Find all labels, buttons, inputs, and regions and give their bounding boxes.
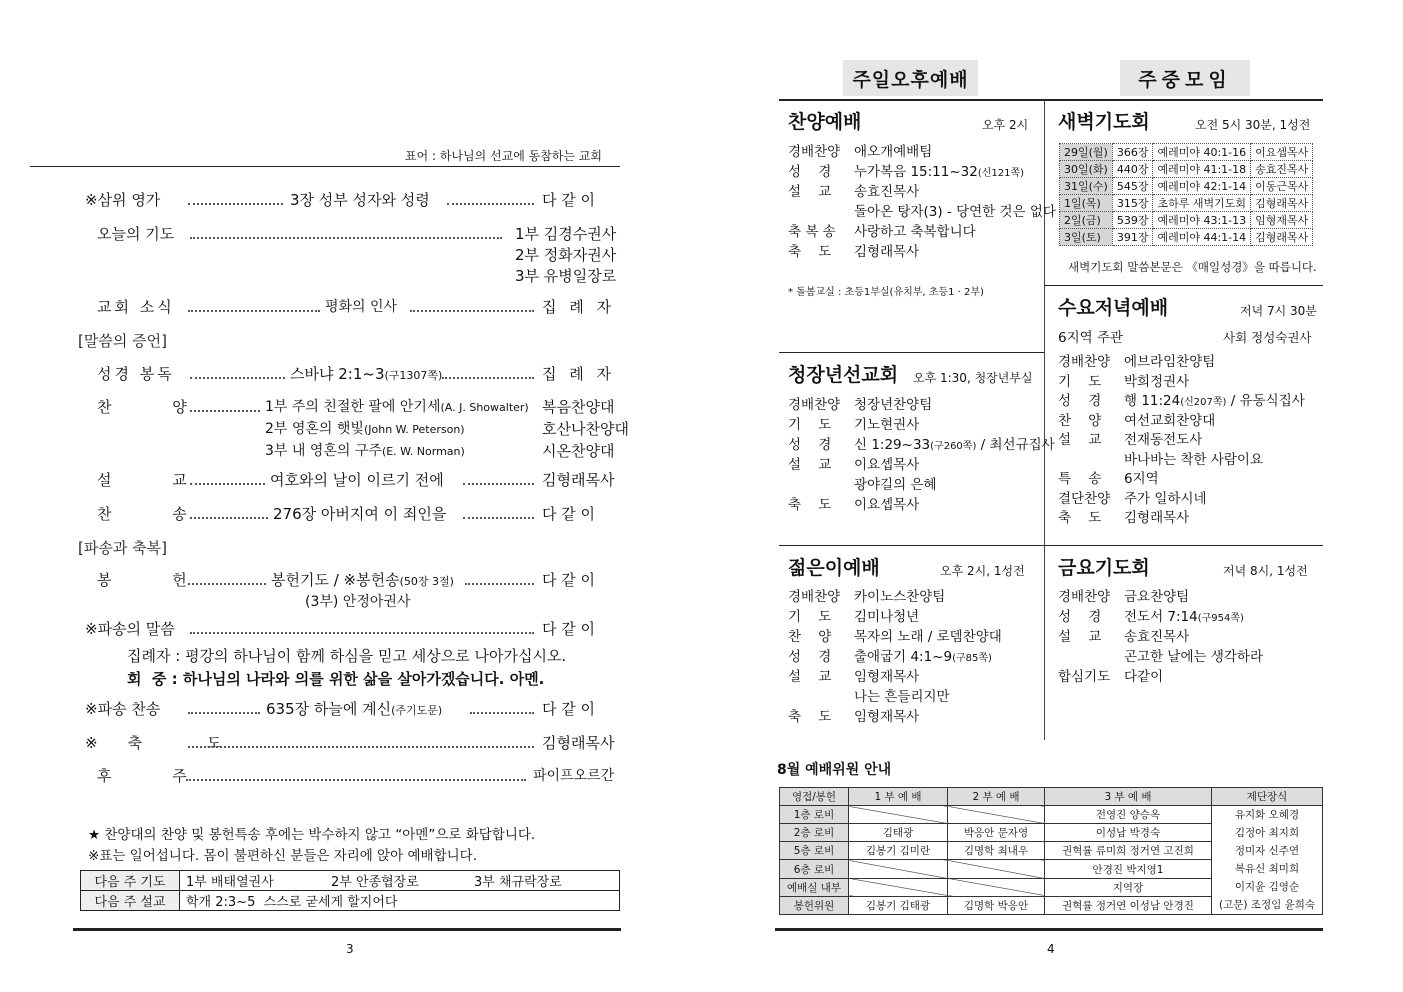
young-line-value: 나는 흔들리지만 (854, 689, 950, 705)
wednesday-line-label: 경배찬양 (1058, 354, 1111, 370)
choir-1-right: 복음찬양대 (542, 398, 615, 416)
prayer-1: 1부 김경수권사 (515, 225, 617, 243)
wednesday-line-label: 설 교 (1058, 432, 1102, 448)
wednesday-line-label: 결단찬양 (1058, 490, 1111, 507)
young-title: 젊은이예배 (788, 557, 880, 579)
young-line-value: 출애굽기 4:1~9 (854, 649, 953, 665)
staff-location: 2층 로비 (780, 824, 849, 842)
dots (190, 632, 534, 634)
rule (779, 545, 1044, 546)
young-line-label: 설 교 (788, 669, 832, 685)
page-3 (0, 0, 700, 992)
order-right: 집 례 자 (542, 365, 616, 383)
scripture: 스바냐 2:1~3 (290, 365, 385, 383)
praise-line-label: 축 도 (788, 244, 832, 260)
staff-header: 1 부 예 배 (849, 788, 948, 806)
praise-line-label: 축 복 송 (788, 224, 836, 240)
friday-line-page: (구954쪽) (1197, 613, 1244, 624)
young-line (788, 627, 1002, 647)
next-sermon: 학개 2:3~5 스스로 굳세게 할지어다 (180, 891, 620, 911)
youth-line (788, 395, 932, 415)
staff-names: 김명학 최내우 (948, 842, 1045, 860)
praise-line-value: 누가복음 15:11~32 (854, 164, 978, 180)
order-label: 설 교 (97, 471, 215, 489)
next-prayer-2: 2부 안종협장로 (331, 875, 419, 890)
praise-line-value: 돌아온 탕자(3) - 당연한 것은 없다 (854, 204, 1056, 220)
staff-location: 5층 로비 (780, 842, 849, 860)
dots (188, 712, 260, 714)
dawn-time: 오전 5시 30분, 1성전 (1195, 118, 1311, 132)
dawn-day: 31일(수) (1060, 178, 1113, 195)
praise-line (788, 142, 932, 162)
staff-header: 제단장식 (1212, 788, 1323, 806)
next-week-table (80, 870, 620, 911)
fri-title: 금요기도회 (1058, 557, 1150, 579)
young-time: 오후 2시, 1성전 (940, 564, 1025, 578)
young-line (788, 587, 945, 607)
dawn-text: 예레미야 43:1-13 (1153, 212, 1251, 229)
staff-names: 김봉기 김태광 (849, 896, 948, 914)
dawn-preacher: 이요셉목사 (1251, 144, 1313, 161)
praise-line-value: 애오개예배팀 (854, 144, 933, 160)
youth-line-label: 설 교 (788, 457, 832, 473)
wednesday-line-value: 행 11:24 (1124, 393, 1181, 409)
staff-names: 권혁률 류미희 정거연 고진희 (1045, 842, 1212, 860)
altar-decoration (1212, 806, 1323, 915)
friday-line (1058, 647, 1263, 667)
wednesday-line-value: 김형래목사 (1124, 510, 1190, 526)
order-middle: 여호와의 날이 이르기 전에 (270, 471, 444, 489)
section-word: [말씀의 증언] (78, 332, 167, 350)
next-prayer-3: 3부 채규락장로 (474, 875, 562, 890)
wednesday-line (1058, 469, 1159, 489)
next-prayer-1: 1부 배태열권사 (186, 875, 274, 890)
litany-leader: 집례자 : 평강의 하나님이 함께 하심을 믿고 세상으로 나아가십시오. (127, 647, 567, 665)
friday-line (1058, 627, 1189, 647)
youth-line-label: 축 도 (788, 497, 832, 513)
friday-line-label: 성 경 (1058, 609, 1102, 625)
staff-title: 8월 예배위원 안내 (777, 762, 892, 778)
choir-2 (265, 419, 465, 440)
dawn-row (1060, 229, 1313, 246)
young-line-label: 축 도 (788, 709, 832, 725)
dots (465, 583, 534, 585)
young-line (788, 687, 950, 707)
choir-2-right: 호산나찬양대 (542, 420, 629, 438)
wed-time: 저녁 7시 30분 (1240, 304, 1317, 318)
staff-names: 이성남 박경숙 (1045, 824, 1212, 842)
young-line-label: 찬 양 (788, 629, 832, 645)
altar-decoration-name: 복유신 최미희 (1234, 863, 1300, 875)
wednesday-line-page: (신207쪽) (1180, 397, 1227, 408)
order-middle (290, 364, 442, 386)
altar-decoration-name: 김정아 최지희 (1234, 827, 1300, 839)
wednesday-line-value: 에브라임찬양팀 (1124, 354, 1216, 370)
staff-header: 2 부 예 배 (948, 788, 1045, 806)
wednesday-line (1058, 352, 1215, 372)
friday-line (1058, 587, 1189, 607)
footer-rule (73, 928, 621, 931)
order-right: 파이프오르간 (533, 768, 615, 784)
order-label: ※파송 찬송 (85, 700, 161, 718)
staff-row (780, 806, 1323, 824)
dots (463, 483, 534, 485)
wednesday-line (1058, 411, 1215, 431)
dots (188, 310, 320, 312)
footer-rule (775, 928, 1323, 931)
dawn-text: 예레미야 40:1-16 (1153, 144, 1251, 161)
staff-table (779, 787, 1323, 915)
dawn-day: 2일(금) (1060, 212, 1113, 229)
praise-note: * 돌봄교실 : 초등1부실(유치부, 초등1 · 2부) (788, 287, 984, 298)
rule (1044, 545, 1323, 546)
youth-line-value: 이요셉목사 (854, 497, 920, 513)
staff-location: 예배실 내부 (780, 878, 849, 896)
dots (447, 203, 534, 205)
order-middle: 3장 성부 성자와 성령 (290, 191, 430, 209)
youth-line-value: 신 1:29~33 (854, 437, 931, 453)
wednesday-line-extra: / 유동식집사 (1226, 393, 1305, 409)
youth-line-label: 성 경 (788, 437, 832, 453)
youth-line (788, 455, 919, 475)
dawn-preacher: 이동근목사 (1251, 178, 1313, 195)
order-label: 후 주 (97, 767, 215, 785)
youth-line-value: 이요셉목사 (854, 457, 920, 473)
youth-line (788, 435, 1055, 457)
choir-2-credit: (John W. Peterson) (363, 423, 465, 436)
choir-2-title: 2부 영혼의 햇빛 (265, 421, 364, 437)
praise-line-label: 경배찬양 (788, 144, 841, 160)
litany-congregation: 회 중 : 하나님의 나라와 의를 위한 삶을 살아가겠습니다. 아멘. (127, 670, 545, 688)
wednesday-line-label: 기 도 (1058, 373, 1102, 390)
dawn-title: 새벽기도회 (1058, 111, 1150, 133)
note-stand: ※표는 일어섭니다. 몸이 불편하신 분들은 자리에 앉아 예배합니다. (88, 848, 477, 864)
wednesday-line-value: 여선교회찬양대 (1124, 412, 1216, 429)
youth-line-extra: / 최선규집사 (976, 437, 1055, 453)
praise-line (788, 182, 919, 202)
prayer-3: 3부 유병일장로 (515, 267, 617, 285)
choir-3-right: 시온찬양대 (542, 442, 615, 460)
staff-names (948, 860, 1045, 878)
dawn-day: 30일(화) (1060, 161, 1113, 178)
sending-hymn: 635장 하늘에 계신 (266, 700, 392, 718)
praise-line (788, 202, 1056, 222)
order-right: 집 례 자 (542, 298, 616, 316)
order-label: 오늘의 기도 (97, 225, 175, 243)
dawn-row (1060, 195, 1313, 212)
youth-line-value: 청장년찬양팀 (854, 397, 933, 413)
choir-1-title: 1부 주의 친절한 팔에 안기세 (265, 399, 441, 415)
order-middle: 276장 아버지여 이 죄인을 (273, 505, 447, 523)
praise-line-label: 성 경 (788, 164, 832, 180)
dawn-row (1060, 212, 1313, 229)
tab-weekday: 주중모임 (1120, 60, 1250, 96)
wed-title: 수요저녁예배 (1058, 297, 1169, 319)
young-line (788, 647, 992, 669)
dots (463, 517, 534, 519)
dawn-day: 29일(월) (1060, 144, 1113, 161)
next-prayer (180, 871, 620, 891)
scripture-page: (구1307쪽) (384, 369, 443, 382)
offering-text: 봉헌기도 / ※봉헌송 (271, 571, 400, 589)
young-line (788, 607, 919, 627)
wednesday-line-value: 6지역 (1124, 471, 1159, 487)
next-prayer-label: 다음 주 기도 (81, 871, 180, 891)
choir-1 (265, 397, 529, 418)
dawn-row (1060, 161, 1313, 178)
staff-names: 김봉기 김미란 (849, 842, 948, 860)
dawn-day: 1일(목) (1060, 195, 1113, 212)
note-applause: ★ 찬양대의 찬양 및 봉헌특송 후에는 박수하지 않고 “아멘”으로 화답합니다. (88, 827, 536, 843)
dawn-text: 예레미야 41:1-18 (1153, 161, 1251, 178)
dawn-preacher: 김형래목사 (1251, 195, 1313, 212)
wednesday-line-label: 특 송 (1058, 471, 1102, 487)
order-label: 성경 봉독 (97, 365, 175, 383)
altar-decoration-name: 이지윤 김영순 (1234, 881, 1300, 893)
dots (188, 203, 283, 205)
page-4 (700, 0, 1403, 992)
wednesday-line-value: 박희정권사 (1124, 373, 1190, 390)
praise-line-value: 송효진목사 (854, 184, 920, 200)
wednesday-line (1058, 430, 1202, 450)
dawn-schedule (1059, 143, 1313, 246)
friday-line-value: 금요찬양팀 (1124, 589, 1190, 605)
choir-3 (265, 441, 465, 462)
wed-host: 6지역 주관 (1058, 330, 1124, 346)
staff-names: 권혁률 정거연 이성남 안경진 (1045, 896, 1212, 914)
wednesday-line (1058, 450, 1263, 470)
dots (190, 410, 260, 412)
order-label: ※파송의 말씀 (85, 620, 175, 638)
dawn-hymn: 366장 (1112, 144, 1153, 161)
dawn-preacher: 임형재목사 (1251, 212, 1313, 229)
page-number: 4 (1047, 942, 1055, 956)
tab-sunday-afternoon: 주일오후예배 (843, 60, 978, 96)
fri-time: 저녁 8시, 1성전 (1223, 564, 1308, 578)
wednesday-line-value: 전재동전도사 (1124, 432, 1203, 448)
dawn-hymn: 391장 (1112, 229, 1153, 246)
youth-line-value: 광야길의 은혜 (854, 477, 937, 493)
young-line-value: 임형재목사 (854, 709, 920, 725)
young-line-value: 목자의 노래 / 로뎀찬양대 (854, 629, 1002, 645)
sending-hymn-note: (주기도문) (391, 704, 443, 717)
youth-title: 청장년선교회 (788, 364, 899, 386)
praise-line (788, 222, 976, 242)
wednesday-line-label: 성 경 (1058, 393, 1102, 409)
dawn-hymn: 440장 (1112, 161, 1153, 178)
youth-line (788, 415, 919, 435)
altar-decoration-name: 유지화 오혜경 (1234, 809, 1300, 821)
rule (779, 352, 1044, 353)
staff-names: 김태광 (849, 824, 948, 842)
wednesday-line (1058, 489, 1207, 509)
friday-line-value: 전도서 7:14 (1124, 609, 1198, 625)
staff-names: 전영진 양승옥 (1045, 806, 1212, 824)
top-rule (779, 99, 1323, 101)
dawn-row (1060, 144, 1313, 161)
dawn-row (1060, 178, 1313, 195)
dawn-note: 새벽기도회 말씀본문은 《매일성경》을 따릅니다. (1068, 260, 1317, 274)
dawn-hymn: 545장 (1112, 178, 1153, 195)
friday-line (1058, 607, 1244, 629)
altar-decoration-name: 정미자 신주연 (1234, 845, 1300, 857)
praise-line-value: 김형래목사 (854, 244, 920, 260)
dots (190, 517, 268, 519)
staff-names (849, 878, 948, 896)
order-middle (266, 699, 442, 721)
order-label: 교회 소식 (97, 298, 175, 316)
order-label: 찬 양 (97, 398, 215, 416)
dots (442, 377, 534, 379)
dawn-text: 예레미야 44:1-14 (1153, 229, 1251, 246)
section-sending: [파송과 축복] (78, 539, 167, 557)
choir-3-title: 3부 내 영혼의 구주 (265, 443, 382, 459)
young-line-page: (구85쪽) (952, 653, 992, 664)
wed-host-right: 사회 정성숙권사 (1223, 330, 1312, 345)
praise-line (788, 242, 919, 262)
order-right: 김형래목사 (542, 734, 615, 752)
order-label: ※삼위 영가 (85, 191, 161, 209)
staff-header: 영접/봉헌 (780, 788, 849, 806)
staff-location: 1층 로비 (780, 806, 849, 824)
next-sermon-label: 다음 주 설교 (81, 891, 180, 911)
youth-time: 오후 1:30, 청장년부실 (913, 371, 1033, 385)
offering-sub: (3부) 안정아권사 (305, 594, 411, 610)
youth-line-label: 경배찬양 (788, 397, 841, 413)
young-line-value: 김미나청년 (854, 609, 920, 625)
staff-names: 안경진 박지영1 (1045, 860, 1212, 878)
header-rule (30, 166, 620, 167)
order-right: 김형래목사 (542, 471, 615, 489)
order-label: 찬 송 (97, 505, 215, 523)
dots (186, 779, 526, 781)
young-line-label: 기 도 (788, 609, 832, 625)
dawn-text: 예레미야 42:1-14 (1153, 178, 1251, 195)
wednesday-line-label: 찬 양 (1058, 412, 1102, 429)
column-divider (1044, 100, 1045, 740)
order-middle (271, 570, 454, 592)
page-number: 3 (346, 942, 354, 956)
friday-line-label: 경배찬양 (1058, 589, 1111, 605)
wednesday-line (1058, 372, 1189, 392)
friday-line-value: 다같이 (1124, 669, 1164, 685)
altar-decoration-name: (고문) 조정임 윤희숙 (1218, 899, 1315, 911)
praise-line-page: (신121쪽) (977, 168, 1025, 179)
motto: 표어 : 하나님의 선교에 동참하는 교회 (405, 149, 602, 163)
praise-line (788, 162, 1024, 184)
friday-line-value: 송효진목사 (1124, 629, 1190, 645)
choir-3-credit: (E. W. Norman) (381, 445, 465, 458)
staff-names: 지역장 (1045, 878, 1212, 896)
order-label: 봉 헌 (97, 571, 215, 589)
order-right: 다 같 이 (542, 700, 596, 718)
order-right: 다 같 이 (542, 505, 596, 523)
friday-line-label: 설 교 (1058, 629, 1102, 645)
youth-line (788, 495, 919, 515)
staff-header: 3 부 예 배 (1045, 788, 1212, 806)
staff-names (948, 806, 1045, 824)
youth-line-label: 기 도 (788, 417, 832, 433)
order-right: 다 같 이 (542, 571, 596, 589)
praise-time: 오후 2시 (982, 118, 1029, 132)
dots (470, 712, 534, 714)
prayer-2: 2부 정화자권사 (515, 246, 617, 264)
staff-names: 김명학 박응안 (948, 896, 1045, 914)
dawn-hymn: 539장 (1112, 212, 1153, 229)
dots (188, 583, 266, 585)
dots (190, 483, 265, 485)
youth-line-page: (구260쪽) (930, 441, 977, 452)
offering-hymn: (50장 3절) (399, 575, 454, 588)
dots (190, 237, 502, 239)
wednesday-line-value: 주가 일하시네 (1124, 490, 1207, 507)
young-line-value: 임형재목사 (854, 669, 920, 685)
dawn-hymn: 315장 (1112, 195, 1153, 212)
dots (188, 746, 534, 748)
young-line-label: 경배찬양 (788, 589, 841, 605)
order-right: 다 같 이 (542, 191, 596, 209)
wednesday-line-label: 축 도 (1058, 510, 1102, 526)
order-label: ※축 도 (85, 734, 252, 752)
staff-names (849, 860, 948, 878)
praise-title: 찬양예배 (788, 111, 862, 133)
dawn-day: 3일(토) (1060, 229, 1113, 246)
dots (190, 377, 285, 379)
staff-location: 6층 로비 (780, 860, 849, 878)
rule (1044, 285, 1323, 286)
wednesday-line-value: 바나바는 착한 사람이요 (1124, 451, 1263, 468)
staff-names: 박응안 문자영 (948, 824, 1045, 842)
dawn-text: 초하루 새벽기도회 (1153, 195, 1251, 212)
dawn-preacher: 송효진목사 (1251, 161, 1313, 178)
friday-line (1058, 667, 1163, 687)
young-line (788, 667, 919, 687)
youth-line-value: 기노현권사 (854, 417, 920, 433)
order-middle: 평화의 인사 (325, 299, 398, 315)
praise-line-value: 사랑하고 축복합니다 (854, 224, 976, 240)
friday-line-value: 곤고한 날에는 생각하라 (1124, 649, 1263, 665)
choir-1-credit: (A. J. Showalter) (440, 401, 529, 414)
staff-names (948, 878, 1045, 896)
youth-line (788, 475, 937, 495)
staff-names (849, 806, 948, 824)
staff-location: 봉헌위원 (780, 896, 849, 914)
praise-line-label: 설 교 (788, 184, 832, 200)
young-line (788, 707, 919, 727)
dots (410, 310, 534, 312)
order-right: 다 같 이 (542, 620, 596, 638)
friday-line-label: 합심기도 (1058, 669, 1111, 685)
dawn-preacher: 김형래목사 (1251, 229, 1313, 246)
wednesday-line (1058, 508, 1189, 528)
young-line-label: 성 경 (788, 649, 832, 665)
young-line-value: 카이노스찬양팀 (854, 589, 946, 605)
